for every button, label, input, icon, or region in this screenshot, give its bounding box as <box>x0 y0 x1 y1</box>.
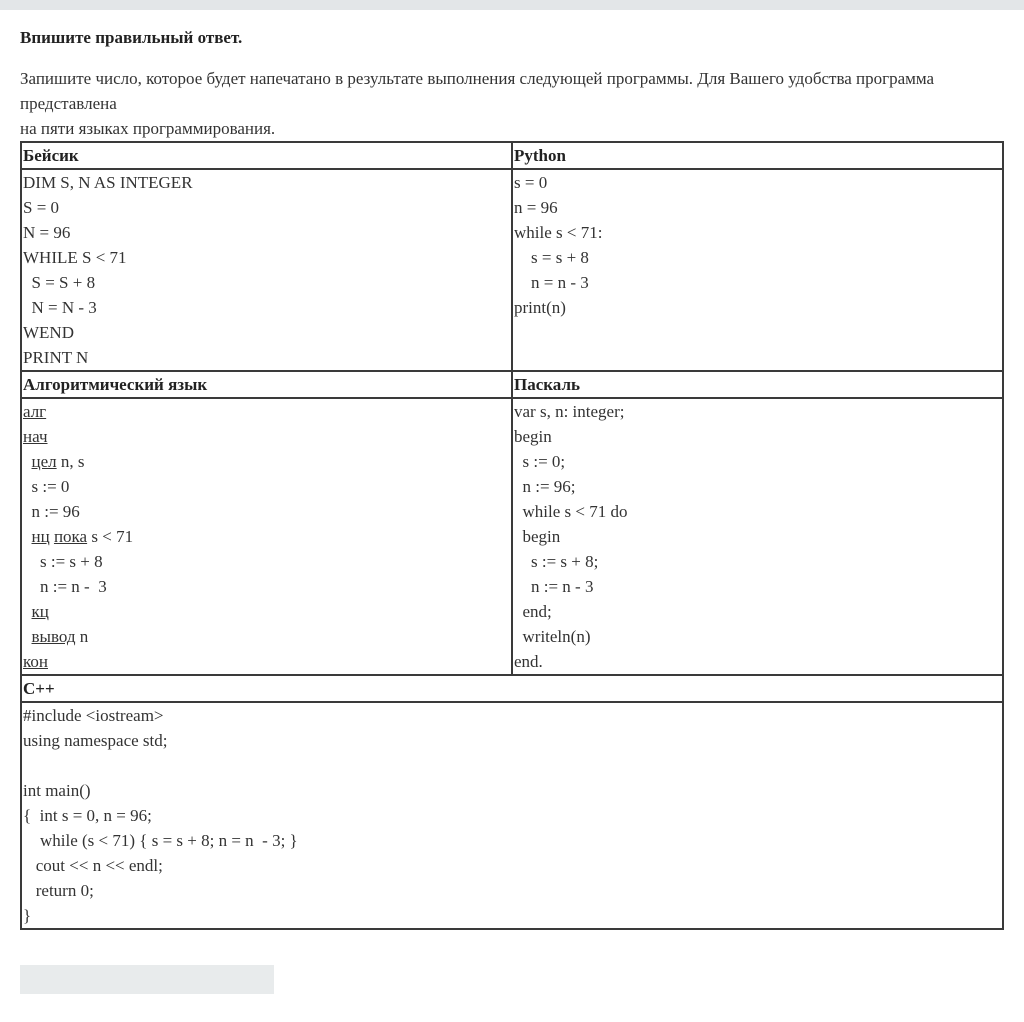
python-header: Python <box>512 142 1003 169</box>
code-line: while s < 71: <box>514 223 603 242</box>
code-line: WHILE S < 71 <box>23 248 127 267</box>
keyword: кон <box>23 652 48 671</box>
pascal-code <box>512 398 1003 675</box>
code-line: N = N - 3 <box>23 298 97 317</box>
indent <box>23 552 40 571</box>
indent <box>23 602 32 621</box>
code-line: var s, n: integer; <box>514 402 625 421</box>
intro-line: Запишите число, которое будет напечатано в результате выполнения следующей программы. Для Вашего удобства программа <box>20 69 935 88</box>
code-line: #include <iostream> <box>23 706 164 725</box>
keyword: кц <box>31 602 49 621</box>
code-line <box>23 649 511 674</box>
indent <box>23 527 32 546</box>
task-intro <box>20 66 1010 141</box>
cpp-header: C++ <box>21 675 1003 702</box>
code-line: end; <box>514 602 552 621</box>
code-line: while s < 71 do <box>514 502 628 521</box>
code-line: { int s = 0, n = 96; <box>23 806 152 825</box>
code-line: WEND <box>23 323 74 342</box>
indent <box>23 452 32 471</box>
keyword: цел <box>31 452 57 471</box>
code-line: n := n - 3 <box>514 577 594 596</box>
code-line <box>23 399 511 424</box>
keyword: нц <box>31 527 50 546</box>
cpp-code <box>21 702 1003 929</box>
code-text: s < 71 <box>87 527 134 546</box>
code-line: PRINT N <box>23 348 89 367</box>
code-line: print(n) <box>514 298 566 317</box>
code-line: int main() <box>23 781 91 800</box>
indent <box>23 577 40 596</box>
code-table <box>20 141 1004 930</box>
python-code <box>512 169 1003 371</box>
algo-code <box>21 398 512 675</box>
code-line <box>23 549 511 574</box>
pascal-header: Паскаль <box>512 371 1003 398</box>
code-line <box>23 424 511 449</box>
basic-header: Бейсик <box>21 142 512 169</box>
code-line <box>23 474 511 499</box>
code-line: begin <box>514 527 561 546</box>
code-line: begin <box>514 427 552 446</box>
code-line: s := s + 8; <box>514 552 599 571</box>
answer-input[interactable] <box>20 965 274 994</box>
code-line: S = 0 <box>23 198 60 217</box>
code-line: N = 96 <box>23 223 71 242</box>
algo-header: Алгоритмический язык <box>21 371 512 398</box>
code-line: } <box>23 906 32 925</box>
keyword: алг <box>23 402 47 421</box>
code-line <box>23 524 511 549</box>
code-text: n := 96 <box>31 502 80 521</box>
keyword: вывод <box>31 627 76 646</box>
code-text: n, s <box>56 452 85 471</box>
code-line: cout << n << endl; <box>23 856 163 875</box>
code-line: n = 96 <box>514 198 558 217</box>
intro-line: представлена <box>20 94 117 113</box>
code-line: end. <box>514 652 543 671</box>
code-text: s := 0 <box>31 477 70 496</box>
basic-code <box>21 169 512 371</box>
code-text: n <box>75 627 89 646</box>
code-text: n := n - 3 <box>40 577 107 596</box>
indent <box>23 627 32 646</box>
code-line: return 0; <box>23 881 94 900</box>
code-line <box>23 599 511 624</box>
code-line: using namespace std; <box>23 731 168 750</box>
code-line: n := 96; <box>514 477 576 496</box>
code-line <box>23 449 511 474</box>
code-line: n = n - 3 <box>514 273 589 292</box>
code-line <box>23 499 511 524</box>
code-line <box>23 574 511 599</box>
code-line: s = 0 <box>514 173 548 192</box>
task-heading: Впишите правильный ответ. <box>20 28 243 47</box>
code-line: while (s < 71) { s = s + 8; n = n - 3; } <box>23 831 298 850</box>
code-text: s := s + 8 <box>40 552 103 571</box>
code-line: s := 0; <box>514 452 566 471</box>
code-line <box>23 753 1002 778</box>
top-bar <box>0 0 1024 10</box>
code-line: writeln(n) <box>514 627 591 646</box>
intro-line: на пяти языках программирования. <box>20 119 276 138</box>
indent <box>23 502 32 521</box>
code-line: S = S + 8 <box>23 273 96 292</box>
keyword: пока <box>53 527 88 546</box>
indent <box>23 477 32 496</box>
keyword: нач <box>23 427 48 446</box>
code-line <box>23 624 511 649</box>
code-line: s = s + 8 <box>514 248 589 267</box>
code-line: DIM S, N AS INTEGER <box>23 173 193 192</box>
